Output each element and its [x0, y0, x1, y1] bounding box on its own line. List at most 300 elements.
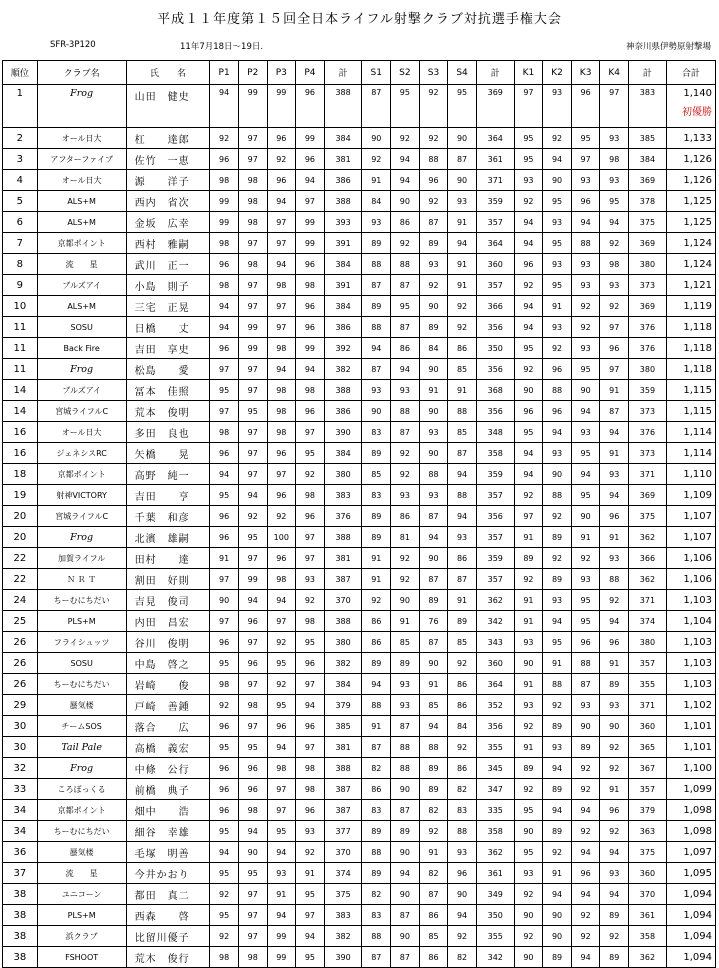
club-cell: ALS+M [37, 191, 126, 212]
table-row [3, 842, 716, 863]
score-cell: 99 [210, 212, 239, 233]
score-cell: 357 [629, 779, 667, 800]
total-cell [666, 191, 715, 212]
score-cell: 89 [362, 527, 391, 548]
score-cell: 94 [238, 485, 267, 506]
table-row [3, 821, 716, 842]
score-cell: 94 [267, 254, 296, 275]
score-cell: 96 [238, 653, 267, 674]
club-cell: アフターファイブ [37, 149, 126, 170]
score-cell: 96 [419, 170, 448, 191]
score-cell: 379 [324, 695, 362, 716]
score-cell: 82 [419, 800, 448, 821]
score-cell: 89 [543, 527, 572, 548]
score-cell: 88 [391, 401, 420, 422]
column-header: 合計 [666, 61, 715, 85]
event-code: SFR-3P120 [50, 40, 96, 50]
total-cell [666, 548, 715, 569]
score-cell: 92 [571, 779, 600, 800]
score-cell: 89 [543, 569, 572, 590]
score-cell: 95 [514, 422, 543, 443]
total-value: 1,100 [683, 762, 712, 774]
score-cell: 95 [391, 85, 420, 128]
score-cell: 99 [238, 85, 267, 128]
total-value: 1,115 [683, 384, 712, 396]
score-cell: 96 [210, 632, 239, 653]
name-cell: 北濱 雄嗣 [126, 527, 210, 548]
rank-cell: 38 [3, 905, 38, 926]
score-cell: 96 [571, 191, 600, 212]
score-cell: 93 [419, 485, 448, 506]
score-cell: 93 [543, 737, 572, 758]
score-cell: 95 [267, 821, 296, 842]
club-cell: Ｎ Ｒ Ｔ [37, 569, 126, 590]
total-value: 1,107 [683, 510, 712, 522]
table-row [3, 905, 716, 926]
score-cell: 99 [238, 317, 267, 338]
table-row [3, 212, 716, 233]
score-cell: 92 [600, 821, 629, 842]
table-row [3, 464, 716, 485]
score-cell: 94 [210, 317, 239, 338]
total-value: 1,098 [683, 804, 712, 816]
score-cell: 360 [629, 863, 667, 884]
score-cell: 93 [362, 380, 391, 401]
name-cell: 西内 省次 [126, 191, 210, 212]
score-cell: 91 [267, 884, 296, 905]
score-cell: 360 [476, 254, 514, 275]
name-cell: 松島 愛 [126, 359, 210, 380]
score-cell: 94 [391, 149, 420, 170]
score-cell: 96 [296, 317, 325, 338]
score-cell: 94 [448, 233, 477, 254]
score-cell: 379 [629, 800, 667, 821]
table-row [3, 443, 716, 464]
score-cell: 92 [571, 926, 600, 947]
score-cell: 82 [362, 758, 391, 779]
table-row [3, 359, 716, 380]
score-cell: 98 [267, 422, 296, 443]
rank-cell: 33 [3, 779, 38, 800]
rank-cell: 2 [3, 128, 38, 149]
score-cell: 91 [514, 527, 543, 548]
score-cell: 376 [629, 338, 667, 359]
score-cell: 89 [362, 233, 391, 254]
score-cell: 94 [267, 905, 296, 926]
score-cell: 94 [543, 884, 572, 905]
score-cell: 97 [600, 85, 629, 128]
score-cell: 92 [514, 926, 543, 947]
score-cell: 94 [514, 317, 543, 338]
score-cell: 89 [391, 653, 420, 674]
score-cell: 96 [210, 149, 239, 170]
score-cell: 356 [476, 359, 514, 380]
score-cell: 388 [324, 85, 362, 128]
score-cell: 86 [419, 947, 448, 968]
score-cell: 92 [543, 695, 572, 716]
total-cell [666, 85, 715, 128]
score-cell: 90 [543, 905, 572, 926]
name-cell: 田村 達 [126, 548, 210, 569]
score-cell: 96 [296, 800, 325, 821]
club-cell: 宮城ライフルC [37, 401, 126, 422]
table-row [3, 863, 716, 884]
score-cell: 92 [267, 506, 296, 527]
score-cell: 94 [600, 212, 629, 233]
score-cell: 90 [543, 170, 572, 191]
score-cell: 375 [629, 212, 667, 233]
score-cell: 99 [267, 926, 296, 947]
club-cell: 蜃気楼 [37, 842, 126, 863]
score-cell: 95 [543, 632, 572, 653]
score-cell: 97 [238, 905, 267, 926]
name-cell: 武川 正一 [126, 254, 210, 275]
score-cell: 96 [210, 758, 239, 779]
score-cell: 359 [476, 191, 514, 212]
score-cell: 92 [391, 569, 420, 590]
total-cell [666, 233, 715, 254]
score-cell: 92 [448, 926, 477, 947]
score-cell: 97 [238, 884, 267, 905]
score-cell: 89 [419, 233, 448, 254]
score-cell: 100 [267, 527, 296, 548]
total-value: 1,103 [683, 678, 712, 690]
score-cell: 91 [514, 737, 543, 758]
club-cell: PLS+M [37, 905, 126, 926]
score-cell: 87 [419, 569, 448, 590]
table-row [3, 275, 716, 296]
score-cell: 94 [419, 716, 448, 737]
rank-cell: 11 [3, 317, 38, 338]
rank-cell: 19 [3, 485, 38, 506]
score-cell: 91 [600, 779, 629, 800]
score-cell: 89 [362, 863, 391, 884]
rank-cell: 32 [3, 758, 38, 779]
rank-cell: 16 [3, 443, 38, 464]
score-cell: 94 [543, 611, 572, 632]
rank-cell: 18 [3, 464, 38, 485]
score-cell: 355 [476, 737, 514, 758]
total-cell [666, 506, 715, 527]
score-cell: 92 [600, 590, 629, 611]
score-cell: 94 [571, 947, 600, 968]
rank-cell: 26 [3, 674, 38, 695]
name-cell: 戸崎 善鍾 [126, 695, 210, 716]
score-cell: 94 [600, 842, 629, 863]
score-cell: 98 [267, 338, 296, 359]
total-cell [666, 296, 715, 317]
score-cell: 87 [448, 443, 477, 464]
total-value: 1,094 [683, 888, 712, 900]
rank-cell: 7 [3, 233, 38, 254]
column-header: 計 [476, 61, 514, 85]
score-cell: 93 [514, 632, 543, 653]
score-cell: 92 [419, 128, 448, 149]
event-date: 11年7月18日～19日. [180, 42, 264, 52]
score-cell: 381 [324, 548, 362, 569]
score-cell: 380 [324, 632, 362, 653]
score-cell: 96 [238, 779, 267, 800]
score-cell: 386 [324, 401, 362, 422]
score-cell: 83 [362, 905, 391, 926]
score-cell: 94 [238, 821, 267, 842]
score-cell: 85 [419, 695, 448, 716]
score-cell: 94 [210, 464, 239, 485]
score-cell: 87 [362, 737, 391, 758]
score-cell: 357 [476, 527, 514, 548]
total-value: 1,106 [683, 573, 712, 585]
score-cell: 97 [210, 401, 239, 422]
score-cell: 94 [267, 590, 296, 611]
score-cell: 93 [543, 443, 572, 464]
table-row [3, 527, 716, 548]
club-cell: 射神VICTORY [37, 485, 126, 506]
name-cell: 山田 健史 [126, 85, 210, 128]
rank-cell: 30 [3, 737, 38, 758]
table-row [3, 548, 716, 569]
rank-cell: 20 [3, 527, 38, 548]
score-cell: 91 [514, 611, 543, 632]
name-cell: 高橋 義宏 [126, 737, 210, 758]
score-cell: 92 [543, 506, 572, 527]
score-cell: 92 [600, 296, 629, 317]
score-cell: 98 [238, 695, 267, 716]
score-cell: 97 [267, 464, 296, 485]
club-cell: フライシュッツ [37, 632, 126, 653]
score-cell: 98 [296, 779, 325, 800]
score-cell: 385 [629, 128, 667, 149]
score-cell: 97 [238, 422, 267, 443]
total-value: 1,101 [683, 720, 712, 732]
table-row [3, 590, 716, 611]
score-cell: 93 [514, 863, 543, 884]
score-cell: 91 [448, 254, 477, 275]
total-cell [666, 758, 715, 779]
score-cell: 95 [543, 191, 572, 212]
score-cell: 96 [571, 632, 600, 653]
total-cell [666, 947, 715, 968]
score-cell: 83 [362, 422, 391, 443]
rank-cell: 22 [3, 569, 38, 590]
table-row [3, 653, 716, 674]
score-cell: 93 [448, 191, 477, 212]
score-cell: 87 [419, 884, 448, 905]
score-cell: 99 [267, 947, 296, 968]
score-cell: 97 [600, 317, 629, 338]
score-cell: 97 [514, 85, 543, 128]
name-cell: 高野 純一 [126, 464, 210, 485]
score-cell: 98 [296, 380, 325, 401]
score-cell: 370 [324, 842, 362, 863]
score-cell: 92 [543, 128, 572, 149]
name-cell: 今井かおり [126, 863, 210, 884]
score-cell: 97 [210, 611, 239, 632]
total-cell [666, 821, 715, 842]
score-cell: 94 [210, 842, 239, 863]
score-cell: 97 [267, 800, 296, 821]
score-cell: 94 [362, 674, 391, 695]
score-cell: 99 [296, 212, 325, 233]
score-cell: 90 [543, 926, 572, 947]
score-cell: 85 [362, 464, 391, 485]
score-cell: 95 [571, 443, 600, 464]
score-cell: 87 [419, 632, 448, 653]
score-cell: 88 [362, 695, 391, 716]
score-cell: 96 [210, 506, 239, 527]
score-cell: 82 [448, 947, 477, 968]
column-header: P4 [296, 61, 325, 85]
score-cell: 86 [391, 338, 420, 359]
score-cell: 348 [476, 422, 514, 443]
score-cell: 90 [543, 464, 572, 485]
rank-cell: 26 [3, 653, 38, 674]
score-cell: 94 [543, 149, 572, 170]
score-cell: 335 [476, 800, 514, 821]
score-cell: 92 [448, 296, 477, 317]
score-cell: 342 [476, 611, 514, 632]
score-cell: 378 [629, 191, 667, 212]
score-cell: 371 [629, 590, 667, 611]
total-value: 1,094 [683, 951, 712, 963]
name-cell: 中條 公行 [126, 758, 210, 779]
score-cell: 96 [267, 128, 296, 149]
score-cell: 98 [267, 380, 296, 401]
score-cell: 97 [267, 233, 296, 254]
score-cell: 89 [419, 317, 448, 338]
score-cell: 384 [324, 128, 362, 149]
score-cell: 91 [362, 170, 391, 191]
name-cell: 岩崎 俊 [126, 674, 210, 695]
score-cell: 98 [600, 254, 629, 275]
score-cell: 96 [296, 296, 325, 317]
score-cell: 95 [210, 863, 239, 884]
name-cell: 細谷 幸雄 [126, 821, 210, 842]
score-cell: 361 [476, 149, 514, 170]
name-cell: 吉田 亨 [126, 485, 210, 506]
score-cell: 361 [629, 905, 667, 926]
total-cell [666, 254, 715, 275]
score-cell: 96 [296, 149, 325, 170]
score-cell: 93 [514, 695, 543, 716]
table-row [3, 506, 716, 527]
club-cell: Back Fire [37, 338, 126, 359]
score-cell: 88 [543, 380, 572, 401]
score-cell: 89 [600, 674, 629, 695]
score-cell: 82 [419, 863, 448, 884]
name-cell: 西村 雅嗣 [126, 233, 210, 254]
first-win-note: 初優勝 [682, 107, 712, 118]
total-value: 1,133 [683, 132, 712, 144]
club-cell: PLS+M [37, 611, 126, 632]
total-cell [666, 380, 715, 401]
rank-cell: 16 [3, 422, 38, 443]
name-cell: 中島 啓之 [126, 653, 210, 674]
club-cell: 京都ポイント [37, 800, 126, 821]
score-cell: 91 [448, 380, 477, 401]
club-cell: 京都ポイント [37, 464, 126, 485]
total-cell [666, 863, 715, 884]
score-cell: 96 [210, 338, 239, 359]
score-cell: 97 [238, 359, 267, 380]
rank-cell: 1 [3, 85, 38, 128]
score-cell: 90 [600, 716, 629, 737]
score-cell: 94 [571, 884, 600, 905]
score-cell: 96 [296, 506, 325, 527]
score-cell: 95 [391, 296, 420, 317]
score-cell: 92 [543, 338, 572, 359]
score-cell: 345 [476, 758, 514, 779]
column-header: P3 [267, 61, 296, 85]
score-cell: 89 [543, 716, 572, 737]
score-cell: 87 [362, 85, 391, 128]
score-cell: 393 [324, 212, 362, 233]
score-cell: 349 [476, 884, 514, 905]
score-cell: 93 [543, 212, 572, 233]
column-header: K4 [600, 61, 629, 85]
score-cell: 95 [296, 632, 325, 653]
rank-cell: 3 [3, 149, 38, 170]
score-cell: 370 [324, 590, 362, 611]
score-cell: 92 [514, 569, 543, 590]
score-cell: 355 [476, 926, 514, 947]
score-cell: 96 [543, 401, 572, 422]
score-cell: 363 [629, 821, 667, 842]
score-cell: 94 [448, 464, 477, 485]
score-cell: 90 [419, 401, 448, 422]
score-cell: 89 [600, 905, 629, 926]
rank-cell: 10 [3, 296, 38, 317]
score-cell: 391 [324, 233, 362, 254]
score-cell: 383 [629, 85, 667, 128]
score-cell: 90 [210, 590, 239, 611]
column-header: クラブ名 [37, 61, 126, 85]
score-cell: 91 [296, 863, 325, 884]
score-cell: 90 [448, 884, 477, 905]
score-cell: 97 [296, 422, 325, 443]
column-header: K1 [514, 61, 543, 85]
table-row [3, 401, 716, 422]
score-cell: 94 [571, 464, 600, 485]
score-cell: 89 [362, 653, 391, 674]
score-cell: 96 [543, 359, 572, 380]
score-cell: 92 [419, 821, 448, 842]
score-cell: 96 [267, 716, 296, 737]
score-cell: 88 [362, 254, 391, 275]
score-cell: 380 [629, 254, 667, 275]
score-cell: 87 [448, 569, 477, 590]
score-cell: 359 [476, 548, 514, 569]
score-cell: 94 [448, 506, 477, 527]
score-cell: 83 [362, 800, 391, 821]
score-cell: 97 [238, 128, 267, 149]
score-cell: 97 [571, 149, 600, 170]
total-cell [666, 443, 715, 464]
total-cell [666, 275, 715, 296]
score-cell: 358 [476, 821, 514, 842]
rank-cell: 38 [3, 926, 38, 947]
score-cell: 93 [419, 422, 448, 443]
score-cell: 98 [267, 275, 296, 296]
score-cell: 93 [571, 569, 600, 590]
score-cell: 98 [296, 275, 325, 296]
score-cell: 81 [391, 527, 420, 548]
name-cell: 畑中 浩 [126, 800, 210, 821]
score-cell: 96 [600, 632, 629, 653]
score-cell: 371 [629, 695, 667, 716]
table-row [3, 569, 716, 590]
score-cell: 91 [543, 296, 572, 317]
score-cell: 90 [391, 926, 420, 947]
